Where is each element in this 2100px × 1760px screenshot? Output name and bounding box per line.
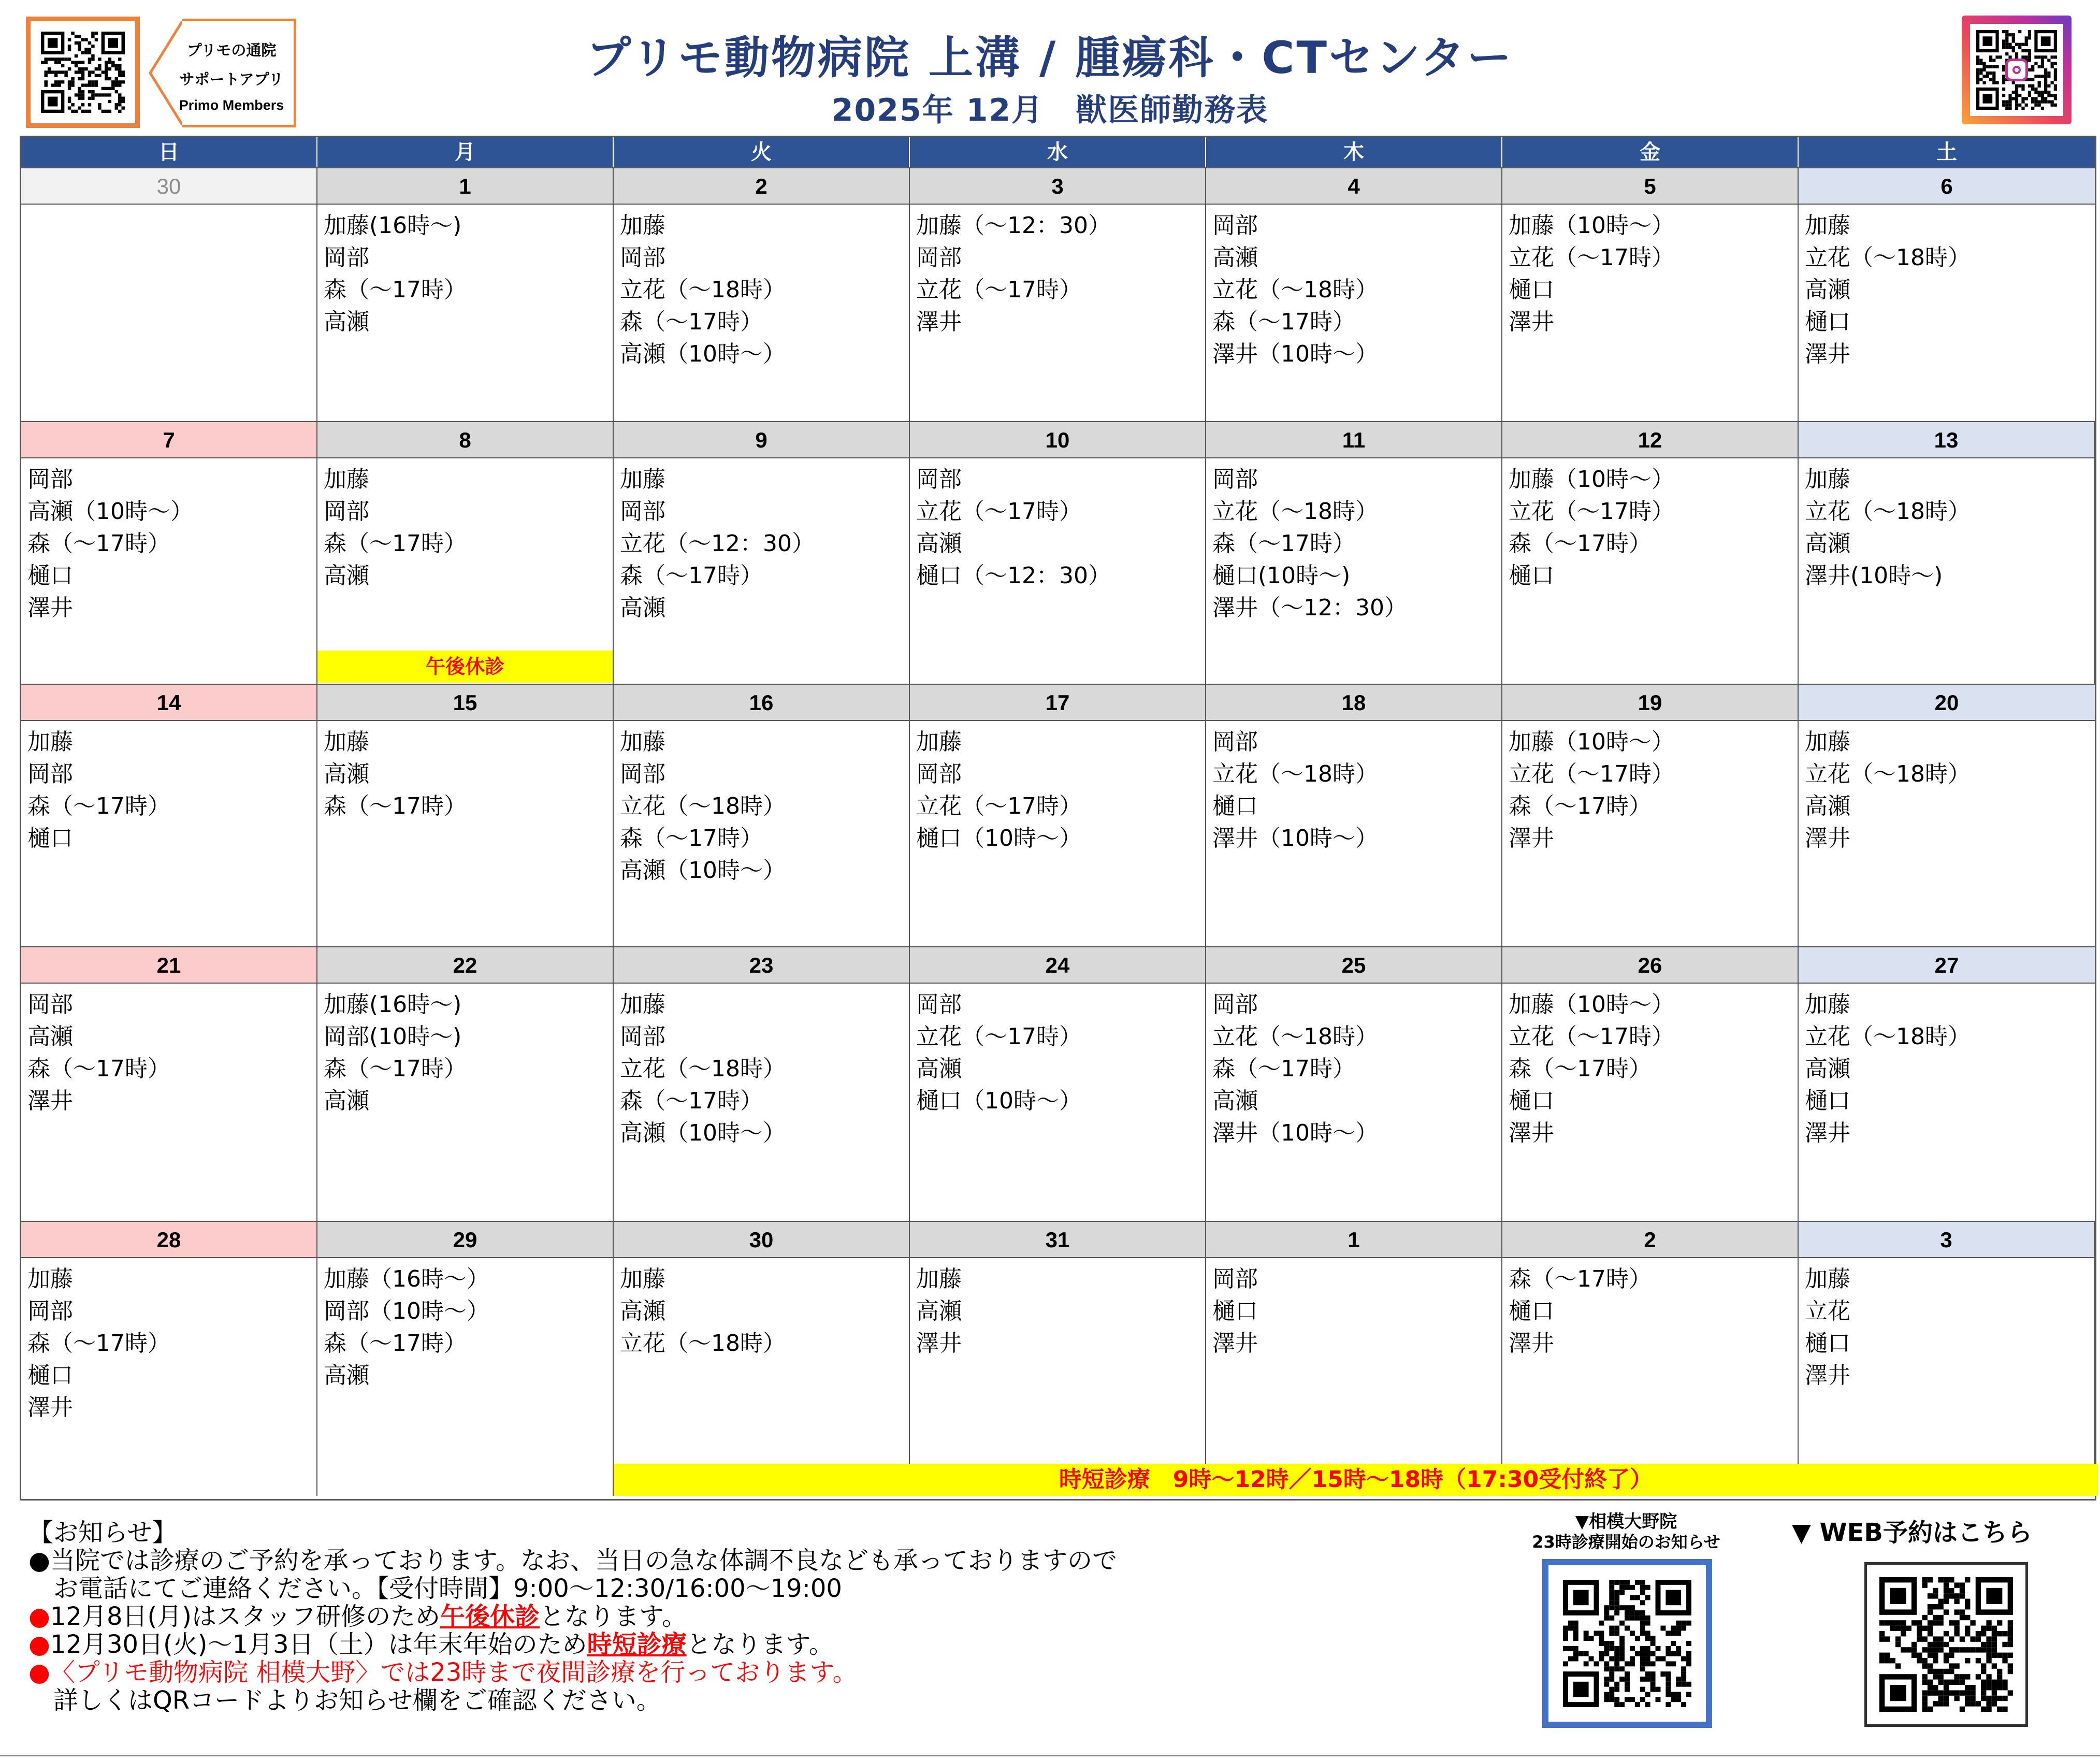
day-cell	[614, 947, 910, 1221]
staff-list	[1502, 458, 1798, 592]
staff-entry: 澤井(10時～)	[1805, 562, 1943, 589]
day-number: 14	[21, 685, 316, 721]
day-number: 23	[614, 947, 909, 984]
staff-entry: 森（～17時）	[27, 793, 170, 819]
staff-entry: 岡部	[620, 1023, 665, 1050]
qr-code-icon	[1879, 1577, 2013, 1712]
web-reservation-qr-code[interactable]	[1864, 1562, 2028, 1727]
staff-list	[1799, 1258, 2094, 1392]
weekday-mon: 月	[317, 137, 614, 167]
staff-list	[21, 205, 316, 210]
staff-entry: 森（～17時）	[27, 1330, 170, 1357]
staff-entry: 森（～17時）	[324, 277, 467, 303]
staff-entry: 森（～17時）	[620, 562, 763, 589]
day-cell	[614, 685, 910, 946]
staff-list	[1799, 458, 2094, 592]
staff-list	[1206, 984, 1501, 1149]
weekday-sat: 土	[1936, 140, 1957, 164]
staff-list	[1206, 1258, 1501, 1360]
day-number: 17	[910, 685, 1205, 721]
staff-entry: 澤井	[27, 595, 73, 621]
page-subtitle: 2025年 12月 獣医師勤務表	[831, 92, 1269, 128]
day-number: 25	[1206, 947, 1501, 984]
staff-entry: 森（～17時）	[27, 530, 170, 557]
day-number: 28	[21, 1222, 316, 1258]
day-number: 21	[21, 947, 316, 984]
staff-entry: 高瀬	[27, 1023, 73, 1050]
qr-code-icon	[1563, 1580, 1691, 1707]
day-cell	[614, 168, 910, 421]
staff-entry: 岡部	[916, 244, 962, 271]
staff-entry: 高瀬（10時～）	[620, 857, 786, 884]
staff-list	[317, 458, 613, 592]
calendar-week	[21, 1221, 2095, 1496]
staff-entry: 加藤	[916, 729, 962, 755]
staff-entry: 澤井	[1509, 1120, 1554, 1146]
staff-entry: 加藤	[1805, 466, 1850, 493]
staff-entry: 高瀬（10時～）	[620, 341, 786, 367]
staff-entry: 加藤	[620, 991, 665, 1018]
staff-list	[910, 984, 1205, 1117]
staff-entry: 加藤(16時～)	[324, 212, 462, 239]
day-cell	[317, 168, 614, 421]
staff-entry: 岡部	[27, 1298, 73, 1324]
staff-entry: 高瀬	[1805, 277, 1850, 303]
day-number: 30	[21, 168, 316, 205]
day-number: 7	[21, 422, 316, 458]
staff-entry: 立花（～18時）	[1212, 1023, 1378, 1050]
staff-entry: 森（～17時）	[1212, 1056, 1355, 1082]
staff-entry: 立花（～18時）	[620, 793, 786, 819]
badge-line-1: プリモの通院	[186, 41, 277, 59]
staff-list	[614, 984, 909, 1149]
day-cell	[1206, 168, 1502, 421]
day-cell	[910, 947, 1206, 1221]
staff-entry: 高瀬	[916, 1056, 962, 1082]
day-cell	[910, 1222, 1206, 1496]
staff-entry: 岡部	[916, 991, 962, 1018]
sagami-ono-caption-2: 23時診療開始のお知らせ	[1532, 1532, 1720, 1552]
day-cell	[910, 685, 1206, 946]
staff-list	[1799, 984, 2095, 1149]
day-number: 19	[1502, 685, 1798, 721]
staff-entry: 樋口	[1509, 562, 1554, 589]
badge-line-2: サポートアプリ	[179, 70, 284, 88]
staff-entry: 森（～17時）	[324, 793, 467, 819]
day-cell	[1799, 1222, 2095, 1496]
day-cell	[21, 422, 317, 684]
day-cell	[1206, 947, 1502, 1221]
afternoon-closed-banner: 午後休診	[317, 651, 613, 683]
staff-entry: 岡部	[620, 498, 665, 525]
staff-list	[614, 205, 909, 370]
short-hours-banner: 時短診療 9時～12時／15時～18時（17:30受付終了）	[614, 1464, 2098, 1496]
staff-entry: 加藤	[27, 729, 73, 755]
staff-entry: 樋口	[1212, 793, 1258, 819]
day-number: 31	[910, 1222, 1205, 1258]
day-number: 5	[1502, 168, 1798, 205]
notice-line-4-pre: 12月30日(火)～1月3日（土）は年末年始のため	[50, 1630, 587, 1659]
staff-list	[910, 721, 1205, 855]
staff-entry: 澤井	[1509, 825, 1554, 852]
staff-entry: 高瀬	[324, 1362, 369, 1389]
day-cell	[21, 947, 317, 1221]
day-cell	[1206, 685, 1502, 946]
staff-entry: 樋口(10時～)	[1212, 562, 1351, 589]
staff-entry: 立花（～17時）	[1509, 1023, 1674, 1050]
staff-list	[1206, 205, 1501, 370]
day-number: 8	[317, 422, 613, 458]
staff-list	[317, 205, 613, 338]
instagram-icon	[2005, 59, 2028, 81]
staff-entry: 高瀬	[1805, 530, 1850, 557]
staff-entry: 森（～17時）	[1212, 309, 1355, 335]
staff-entry: 岡部	[27, 761, 73, 787]
staff-entry: 加藤	[1805, 729, 1850, 755]
notice-line-3-em: 午後休診	[440, 1602, 540, 1631]
staff-list	[614, 458, 909, 624]
notice-heading: 【お知らせ】	[28, 1518, 177, 1547]
staff-entry: 森（～17時）	[1509, 1266, 1652, 1292]
day-number: 29	[317, 1222, 613, 1258]
notice-line-2: お電話にてご連絡ください。【受付時間】9:00～12:30/16:00～19:00	[28, 1574, 842, 1603]
day-cell	[1799, 422, 2095, 684]
staff-entry: 樋口（10時～）	[916, 825, 1082, 852]
notice-line-1: ●当院では診療のご予約を承っております。なお、当日の急な体調不良なども承っておりますので	[28, 1546, 1118, 1575]
staff-list	[317, 984, 613, 1117]
day-number: 3	[910, 168, 1205, 205]
bottom-rule	[0, 1755, 2100, 1756]
staff-entry: 森（～17時）	[1509, 1056, 1652, 1082]
staff-entry: 森（～17時）	[1212, 530, 1355, 557]
weekday-sun: 日	[21, 137, 317, 167]
staff-entry: 加藤	[324, 729, 369, 755]
staff-entry: 樋口	[1212, 1298, 1258, 1324]
staff-entry: 澤井	[1805, 825, 1850, 852]
staff-entry: 立花（～18時）	[1805, 1023, 1971, 1050]
day-number: 1	[1206, 1222, 1501, 1258]
staff-entry: 樋口	[1509, 1088, 1554, 1114]
day-cell	[317, 1222, 614, 1496]
staff-entry: 加藤	[1805, 212, 1850, 239]
day-number: 2	[614, 168, 909, 205]
notice-bullet: ●	[28, 1630, 50, 1659]
staff-list	[910, 458, 1205, 592]
sagami-ono-caption	[1491, 1511, 1761, 1552]
staff-entry: 高瀬	[1212, 1088, 1258, 1114]
staff-entry: 立花（～18時）	[1212, 498, 1378, 525]
notice-line-3	[28, 1603, 1375, 1631]
notice-line-3-pre: 12月8日(月)はスタッフ研修のため	[50, 1602, 440, 1631]
day-number: 6	[1799, 168, 2095, 205]
staff-entry: 加藤	[620, 1266, 665, 1292]
staff-list	[21, 458, 316, 624]
staff-entry: 岡部	[324, 244, 369, 271]
day-number: 27	[1799, 947, 2095, 984]
notice-line-6: 詳しくはQRコードよりお知らせ欄をご確認ください。	[28, 1686, 661, 1715]
staff-entry: 樋口	[27, 562, 73, 589]
calendar-week	[21, 167, 2095, 421]
staff-entry: 加藤	[1805, 991, 1850, 1018]
staff-entry: 澤井	[916, 309, 962, 335]
staff-entry: 立花（～18時）	[620, 1056, 786, 1082]
day-cell	[1502, 685, 1799, 946]
staff-entry: 森（～17時）	[324, 1330, 467, 1357]
staff-entry: 森（～17時）	[1509, 530, 1652, 557]
day-cell	[910, 168, 1206, 421]
sagami-ono-caption-1: ▼相模大野院	[1575, 1511, 1677, 1532]
staff-list	[614, 721, 909, 887]
staff-list	[1799, 205, 2095, 370]
staff-entry: 高瀬	[324, 1088, 369, 1114]
staff-entry: 高瀬（10時～）	[27, 498, 193, 525]
staff-entry: 樋口	[1805, 309, 1850, 335]
staff-entry: 岡部	[620, 761, 665, 787]
staff-entry: 岡部	[27, 991, 73, 1018]
weekday-header	[21, 137, 2095, 167]
staff-entry: 森（～17時）	[1509, 793, 1652, 819]
schedule-calendar	[20, 136, 2096, 1501]
staff-entry: 澤井（10時～）	[1212, 1120, 1378, 1146]
staff-entry: 立花（～17時）	[916, 498, 1082, 525]
notice-line-4-em: 時短診療	[587, 1630, 687, 1659]
staff-entry: 立花（～18時）	[1805, 244, 1971, 271]
day-number: 26	[1502, 947, 1798, 984]
staff-entry: 立花（～12：30）	[620, 530, 815, 557]
weekday-wed: 水	[910, 137, 1206, 167]
staff-entry: 立花（～18時）	[1805, 761, 1971, 787]
notice-bullet: ●	[28, 1602, 50, 1631]
staff-entry: 高瀬	[1805, 793, 1850, 819]
staff-entry: 岡部	[916, 761, 962, 787]
staff-entry: 澤井	[1805, 341, 1850, 367]
staff-entry: 澤井	[1212, 1330, 1258, 1357]
staff-entry: 岡部	[1212, 466, 1258, 493]
day-number: 18	[1206, 685, 1501, 721]
web-reservation-caption: ▼ WEB予約はこちら	[1792, 1518, 2032, 1547]
day-cell	[1502, 947, 1799, 1221]
day-cell	[1799, 685, 2095, 946]
weekday-fri: 金	[1502, 137, 1799, 167]
day-cell	[1799, 947, 2095, 1221]
staff-list	[1206, 721, 1501, 855]
day-cell	[1206, 1222, 1502, 1496]
staff-entry: 高瀬	[324, 562, 369, 589]
staff-entry: 澤井	[27, 1394, 73, 1421]
staff-entry: 立花（～17時）	[1509, 498, 1674, 525]
staff-list	[614, 1258, 909, 1360]
staff-entry: 立花（～18時）	[1805, 498, 1971, 525]
day-number: 2	[1502, 1222, 1798, 1258]
staff-entry: 立花（～17時）	[916, 793, 1082, 819]
page-title: プリモ動物病院 上溝 / 腫瘍科・CTセンター	[586, 32, 1514, 84]
staff-list	[21, 1258, 316, 1424]
staff-entry: 澤井	[27, 1088, 73, 1114]
staff-entry: 岡部（10時～）	[324, 1298, 489, 1324]
weekday-thu: 木	[1206, 137, 1502, 167]
staff-entry: 高瀬	[1212, 244, 1258, 271]
staff-entry: 澤井	[1805, 1120, 1850, 1146]
staff-list	[21, 721, 316, 855]
staff-entry: 樋口	[1805, 1330, 1850, 1357]
day-cell	[21, 168, 317, 421]
staff-entry: 澤井（10時～）	[1212, 341, 1378, 367]
staff-list	[1502, 1258, 1798, 1360]
day-cell	[317, 947, 614, 1221]
staff-list	[1502, 205, 1798, 338]
staff-entry: 立花（～17時）	[1509, 761, 1674, 787]
staff-list	[317, 721, 613, 823]
staff-entry: 加藤（16時～）	[324, 1266, 489, 1292]
calendar-week	[21, 946, 2095, 1221]
staff-entry: 加藤（10時～）	[1509, 991, 1674, 1018]
day-number: 12	[1502, 422, 1798, 458]
staff-entry: 岡部	[1212, 991, 1258, 1018]
staff-entry: 加藤（～12：30）	[916, 212, 1111, 239]
staff-entry: 立花（～17時）	[916, 1023, 1082, 1050]
staff-entry: 樋口	[27, 1362, 73, 1389]
calendar-week	[21, 684, 2095, 946]
staff-entry: 立花（～18時）	[620, 277, 786, 303]
day-number: 10	[910, 422, 1205, 458]
staff-entry: 澤井（10時～）	[1212, 825, 1378, 852]
staff-entry: 森（～17時）	[324, 530, 467, 557]
day-cell	[317, 422, 614, 684]
staff-entry: 澤井	[1509, 309, 1554, 335]
staff-list	[1502, 984, 1798, 1149]
staff-entry: 立花（～17時）	[916, 277, 1082, 303]
notice-section	[28, 1519, 1375, 1714]
day-cell	[1502, 1222, 1799, 1496]
staff-list	[910, 1258, 1205, 1360]
staff-entry: 立花（～18時）	[620, 1330, 786, 1357]
staff-entry: 加藤	[324, 466, 369, 493]
day-cell	[1502, 168, 1799, 421]
staff-entry: 森（～17時）	[27, 1056, 170, 1082]
instagram-qr-code[interactable]	[1962, 16, 2072, 124]
notice-line-5-text: 〈プリモ動物病院 相模大野〉では23時まで夜間診療を行っております。	[50, 1658, 858, 1687]
staff-entry: 加藤	[620, 212, 665, 239]
staff-entry: 岡部	[1212, 212, 1258, 239]
staff-entry: 高瀬	[916, 1298, 962, 1324]
staff-entry: 樋口	[1509, 277, 1554, 303]
day-number: 24	[910, 947, 1205, 984]
staff-list	[910, 205, 1205, 338]
day-cell	[910, 422, 1206, 684]
staff-entry: 高瀬	[1805, 1056, 1850, 1082]
staff-entry: 高瀬	[324, 761, 369, 787]
staff-entry: 樋口	[1805, 1088, 1850, 1114]
staff-entry: 加藤（10時～）	[1509, 729, 1674, 755]
staff-entry: 森（～17時）	[620, 825, 763, 852]
staff-entry: 高瀬	[620, 1298, 665, 1324]
day-number: 3	[1799, 1222, 2094, 1258]
day-number: 30	[614, 1222, 909, 1258]
day-number: 9	[614, 422, 909, 458]
staff-entry: 澤井	[1805, 1362, 1850, 1389]
staff-entry: 立花（～18時）	[1212, 761, 1378, 787]
staff-entry: 岡部	[324, 498, 369, 525]
staff-entry: 加藤	[620, 729, 665, 755]
day-number: 15	[317, 685, 613, 721]
weekday-tue: 火	[614, 137, 910, 167]
staff-entry: 高瀬	[324, 309, 369, 335]
staff-entry: 樋口	[27, 825, 73, 852]
staff-entry: 加藤（10時～）	[1509, 466, 1674, 493]
staff-entry: 森（～17時）	[620, 1088, 763, 1114]
staff-entry: 岡部	[620, 244, 665, 271]
day-cell	[614, 422, 910, 684]
staff-entry: 高瀬	[916, 530, 962, 557]
staff-list	[1502, 721, 1798, 855]
staff-entry: 加藤(16時～)	[324, 991, 462, 1018]
notice-bullet: ●	[28, 1658, 50, 1687]
staff-entry: 加藤	[620, 466, 665, 493]
staff-entry: 岡部	[916, 466, 962, 493]
day-number: 11	[1206, 422, 1501, 458]
day-cell	[317, 685, 614, 946]
staff-entry: 加藤	[916, 1266, 962, 1292]
staff-entry: 岡部	[1212, 729, 1258, 755]
staff-entry: 加藤	[27, 1266, 73, 1292]
staff-entry: 樋口（10時～）	[916, 1088, 1082, 1114]
staff-entry: 立花（～17時）	[1509, 244, 1674, 271]
notice-line-5	[28, 1658, 1375, 1686]
calendar-week	[21, 421, 2095, 684]
staff-entry: 高瀬（10時～）	[620, 1120, 786, 1146]
staff-list	[1799, 721, 2095, 855]
staff-entry: 加藤（10時～）	[1509, 212, 1674, 239]
day-cell	[21, 1222, 317, 1496]
day-number: 4	[1206, 168, 1501, 205]
staff-list	[317, 1258, 613, 1392]
day-cell	[1206, 422, 1502, 684]
staff-entry: 高瀬	[620, 595, 665, 621]
day-number: 1	[317, 168, 613, 205]
day-cell	[614, 1222, 910, 1496]
day-cell	[1799, 168, 2095, 421]
day-number: 16	[614, 685, 909, 721]
sagami-ono-qr-code[interactable]	[1542, 1559, 1712, 1728]
staff-entry: 樋口	[1509, 1298, 1554, 1324]
staff-entry: 樋口（～12：30）	[916, 562, 1111, 589]
staff-list	[21, 984, 316, 1117]
day-number: 20	[1799, 685, 2095, 721]
notice-line-4-post: となります。	[686, 1630, 834, 1659]
staff-entry: 森（～17時）	[620, 309, 763, 335]
staff-entry: 岡部(10時～)	[324, 1023, 462, 1050]
notice-line-3-post: となります。	[539, 1602, 687, 1631]
staff-entry: 澤井	[916, 1330, 962, 1357]
staff-entry: 澤井	[1509, 1330, 1554, 1357]
staff-entry: 岡部	[1212, 1266, 1258, 1292]
staff-entry: 澤井（～12：30）	[1212, 595, 1407, 621]
staff-entry: 森（～17時）	[324, 1056, 467, 1082]
badge-line-3: Primo Members	[179, 97, 284, 113]
day-cell	[21, 685, 317, 946]
day-number: 22	[317, 947, 613, 984]
staff-entry: 立花（～18時）	[1212, 277, 1378, 303]
staff-list	[1206, 458, 1501, 624]
staff-entry: 岡部	[27, 466, 73, 493]
notice-line-4	[28, 1631, 1375, 1658]
day-cell	[1502, 422, 1799, 684]
day-number: 13	[1799, 422, 2094, 458]
staff-entry: 立花	[1805, 1298, 1850, 1324]
staff-entry: 加藤	[1805, 1266, 1850, 1292]
